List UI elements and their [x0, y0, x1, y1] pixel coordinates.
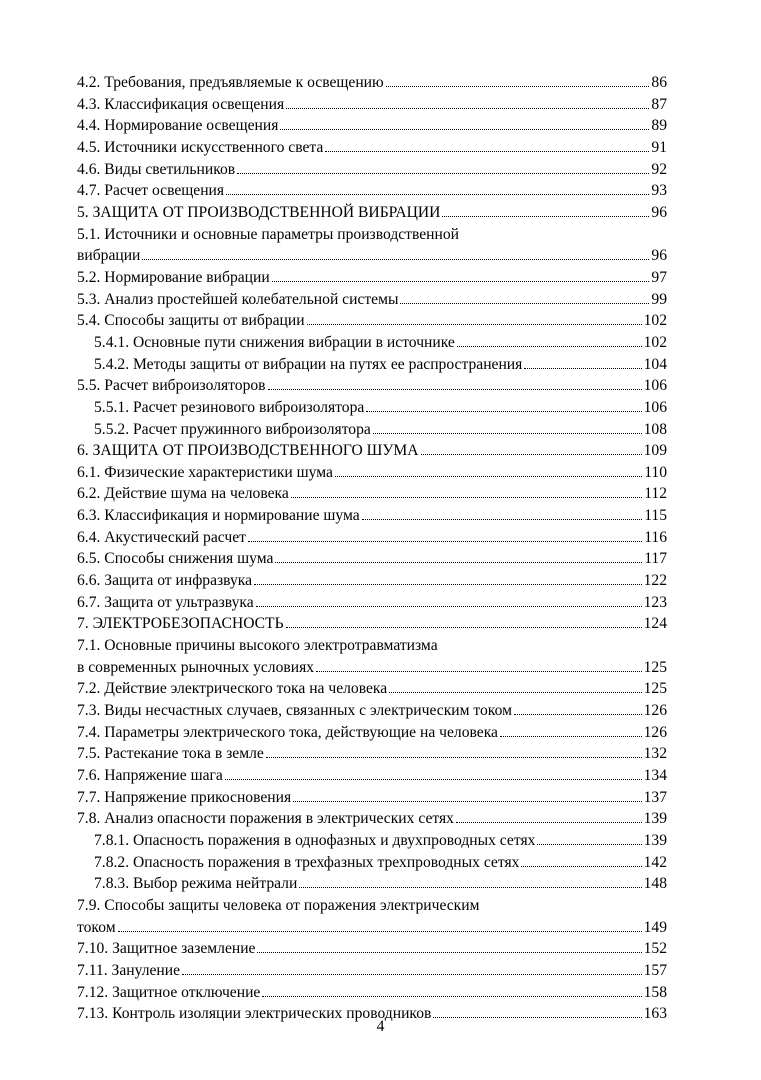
- toc-entry: [77, 94, 667, 116]
- dot-leader: [237, 173, 649, 174]
- dot-leader: [226, 194, 649, 195]
- dot-leader: [118, 931, 642, 932]
- toc-entry: [77, 613, 667, 635]
- toc-entry-title: 7.12. Защитное отключение: [77, 983, 261, 1001]
- dot-leader: [421, 454, 642, 455]
- toc-entry-page: 123: [643, 593, 667, 611]
- toc-entry: [77, 224, 667, 267]
- toc-entry-page: 149: [643, 918, 667, 936]
- toc-entry-page: 163: [643, 1005, 667, 1023]
- toc-entry-page: 106: [643, 398, 667, 416]
- toc-entry-title: 4.6. Виды светильников: [77, 160, 236, 178]
- dot-leader: [400, 303, 649, 304]
- toc-entry-page: 139: [643, 831, 667, 849]
- toc-entry: [77, 852, 667, 874]
- toc-entry: [77, 960, 667, 982]
- toc-entry-title: 7.2. Действие электрического тока на человека: [77, 680, 388, 698]
- dot-leader: [524, 368, 641, 369]
- dot-leader: [275, 562, 642, 563]
- dot-leader: [256, 606, 642, 607]
- dot-leader: [325, 151, 649, 152]
- toc-entry-title: 7.8. Анализ опасности поражения в электрических сетях: [77, 810, 454, 828]
- toc-entry-page: 125: [643, 680, 667, 698]
- toc-entry-page: 148: [643, 875, 667, 893]
- dot-leader: [500, 736, 642, 737]
- toc-entry-page: 97: [651, 268, 667, 286]
- dot-leader: [362, 519, 643, 520]
- toc-entry: [77, 505, 667, 527]
- toc-entry-page: 132: [643, 745, 667, 763]
- dot-leader: [456, 822, 642, 823]
- dot-leader: [514, 714, 642, 715]
- dot-leader: [225, 779, 642, 780]
- toc-entry-page: 110: [644, 463, 667, 481]
- toc-entry-title: 4.4. Нормирование освещения: [77, 117, 279, 135]
- dot-leader: [286, 108, 649, 109]
- page-number: 4: [376, 1018, 385, 1035]
- toc-entry-page: 99: [651, 290, 667, 308]
- toc-entry: [77, 592, 667, 614]
- toc-entry-title: 4.5. Источники искусственного света: [77, 138, 324, 156]
- toc-entry-page: 142: [643, 853, 667, 871]
- toc-entry: [77, 722, 667, 744]
- toc-entry-page: 91: [651, 138, 667, 156]
- toc-entry-page: 117: [644, 550, 667, 568]
- toc-entry: [77, 440, 667, 462]
- toc-entry: [77, 375, 667, 397]
- toc-entry-title: 6. ЗАЩИТА ОТ ПРОИЗВОДСТВЕННОГО ШУМА: [77, 442, 419, 460]
- dot-leader: [521, 866, 641, 867]
- toc-entry-title: 7.3. Виды несчастных случаев, связанных с электрическим током: [77, 702, 512, 720]
- dot-leader: [537, 844, 641, 845]
- dot-leader: [366, 411, 641, 412]
- toc-entry-title: 6.5. Способы снижения шума: [77, 550, 274, 568]
- toc-entry: [77, 570, 667, 592]
- dot-leader: [389, 692, 641, 693]
- toc-entry-title: 7.6. Напряжение шага: [77, 767, 223, 784]
- toc-entry-page: 109: [643, 442, 667, 460]
- toc-entry: [77, 419, 667, 441]
- toc-entry-title: 5.2. Нормирование вибрации: [77, 268, 270, 286]
- dot-leader: [291, 497, 642, 498]
- toc-entry-page: 134: [643, 767, 667, 784]
- toc-entry-page: 137: [643, 788, 667, 806]
- toc-entry-page: 102: [643, 333, 667, 351]
- toc-entry-title: 4.3. Классификация освещения: [77, 95, 285, 113]
- dot-leader: [442, 216, 649, 217]
- toc-entry: [77, 137, 667, 159]
- toc-entry: [77, 332, 667, 354]
- toc-entry-title: 7.5. Растекание тока в земле: [77, 745, 264, 763]
- toc-entry-page: 158: [643, 983, 667, 1001]
- toc-entry: [77, 548, 667, 570]
- toc-entry: [77, 72, 667, 94]
- toc-entry: [77, 310, 667, 332]
- dot-leader: [293, 801, 641, 802]
- toc-entry-title: током: [77, 918, 116, 936]
- toc-entry-page: 122: [643, 572, 667, 590]
- toc-entry: [77, 267, 667, 289]
- toc-entry-title: 4.2. Требования, предъявляемые к освещению: [77, 74, 384, 91]
- toc-entry-page: 106: [643, 377, 667, 395]
- toc-entry-page: 96: [651, 247, 667, 265]
- dot-leader: [307, 324, 642, 325]
- toc-entry-title: 6.7. Защита от ультразвука: [77, 593, 254, 611]
- dot-leader: [457, 346, 642, 347]
- toc-entry: [77, 982, 667, 1004]
- toc-entry-page: 104: [643, 355, 667, 373]
- toc-entry-title: 6.2. Действие шума на человека: [77, 485, 289, 503]
- toc-entry: [77, 397, 667, 419]
- toc-entry-page: 157: [643, 961, 667, 979]
- toc-entry-title: 5.4.1. Основные пути снижения вибрации в источнике: [94, 333, 455, 351]
- toc-entry: [77, 765, 667, 787]
- toc-entry-title: 7.4. Параметры электрического тока, действующие на человека: [77, 723, 498, 741]
- toc-entry-page: 152: [643, 940, 667, 958]
- dot-leader: [266, 757, 642, 758]
- toc-entry-title: 6.4. Акустический расчет: [77, 528, 246, 546]
- toc-entry-page: 139: [643, 810, 667, 828]
- dot-leader: [248, 541, 642, 542]
- toc-entry: [77, 180, 667, 202]
- toc-entry-page: 126: [643, 702, 667, 720]
- toc-entry-title: 5.3. Анализ простейшей колебательной системы: [77, 290, 399, 308]
- toc-entry-page: 112: [644, 485, 667, 503]
- toc-entry-title-first-line: 7.1. Основные причины высокого электротравматизма: [77, 637, 438, 655]
- toc-entry-title: 4.7. Расчет освещения: [77, 182, 225, 200]
- toc-entry: [77, 635, 667, 678]
- toc-entry-title-first-line: 5.1. Источники и основные параметры производственной: [77, 225, 460, 243]
- toc-entry-title: 6.3. Классификация и нормирование шума: [77, 507, 360, 525]
- dot-leader: [272, 281, 650, 282]
- toc-entry-title: 5. ЗАЩИТА ОТ ПРОИЗВОДСТВЕННОЙ ВИБРАЦИИ: [77, 203, 441, 221]
- toc-entry: [77, 808, 667, 830]
- dot-leader: [257, 952, 641, 953]
- toc-entry-page: 126: [643, 723, 667, 741]
- toc-entry-title-first-line: 7.9. Способы защиты человека от поражения электрическим: [77, 896, 480, 914]
- toc-entry-title: вибрации: [77, 247, 141, 265]
- dot-leader: [142, 259, 649, 260]
- toc-entry-title: 5.4.2. Методы защиты от вибрации на путях ее распространения: [94, 355, 523, 373]
- dot-leader: [316, 671, 642, 672]
- toc-entry-title: 5.5.1. Расчет резинового виброизолятора: [94, 398, 365, 416]
- dot-leader: [280, 129, 649, 130]
- toc-entry-page: 116: [644, 528, 667, 546]
- toc-entry-title: в современных рыночных условиях: [77, 658, 315, 676]
- toc-entry-page: 93: [651, 182, 667, 200]
- toc-entry: [77, 202, 667, 224]
- toc-entry-title: 7.13. Контроль изоляции электрических проводников: [77, 1005, 432, 1023]
- toc-entry-title: 6.1. Физические характеристики шума: [77, 463, 333, 481]
- toc-entry-title: 7.10. Защитное заземление: [77, 940, 256, 958]
- toc-entry: [77, 354, 667, 376]
- toc-entry: [77, 462, 667, 484]
- toc-entry: [77, 938, 667, 960]
- toc-entry-title: 7.11. Зануление: [77, 961, 181, 979]
- toc-entry: [77, 895, 667, 938]
- toc-entry: [77, 873, 667, 895]
- toc-entry-title: 5.5. Расчет виброизоляторов: [77, 377, 266, 395]
- dot-leader: [286, 627, 642, 628]
- toc-entry-page: 86: [651, 74, 667, 91]
- toc-entry: [77, 700, 667, 722]
- toc-entry-page: 89: [651, 117, 667, 135]
- toc-entry-title: 5.5.2. Расчет пружинного виброизолятора: [94, 420, 371, 438]
- toc-entry-title: 6.6. Защита от инфразвука: [77, 572, 253, 590]
- dot-leader: [262, 996, 641, 997]
- toc-entry-page: 124: [643, 615, 667, 633]
- toc-entry-title: 7.8.1. Опасность поражения в однофазных и двухпроводных сетях: [94, 831, 536, 849]
- dot-leader: [386, 86, 650, 87]
- dot-leader: [373, 433, 642, 434]
- toc-entry-page: 125: [643, 658, 667, 676]
- dot-leader: [268, 389, 642, 390]
- dot-leader: [335, 476, 642, 477]
- toc-entry: [77, 483, 667, 505]
- toc-entry: [77, 289, 667, 311]
- toc-entry: [77, 527, 667, 549]
- toc-entry-title: 7.7. Напряжение прикосновения: [77, 788, 292, 806]
- toc-entry: [77, 743, 667, 765]
- toc-entry-title: 7. ЭЛЕКТРОБЕЗОПАСНОСТЬ: [77, 615, 284, 633]
- toc-entry-page: 102: [643, 312, 667, 330]
- toc-entry-title: 7.8.2. Опасность поражения в трехфазных трехпроводных сетях: [94, 853, 520, 871]
- toc-entry: [77, 678, 667, 700]
- toc-entry-page: 115: [644, 507, 667, 525]
- toc-entry-page: 96: [651, 203, 667, 221]
- toc-entry-page: 108: [643, 420, 667, 438]
- toc-entry: [77, 159, 667, 181]
- dot-leader: [254, 584, 642, 585]
- toc-entry-title: 7.8.3. Выбор режима нейтрали: [94, 875, 298, 893]
- toc-entry-title: 5.4. Способы защиты от вибрации: [77, 312, 305, 330]
- toc-entry: [77, 830, 667, 852]
- toc-entry-page: 92: [651, 160, 667, 178]
- toc-entry: [77, 115, 667, 137]
- toc-entry: [77, 787, 667, 809]
- dot-leader: [299, 887, 641, 888]
- toc-entry-page: 87: [651, 95, 667, 113]
- dot-leader: [182, 974, 642, 975]
- table-of-contents: [77, 72, 667, 1025]
